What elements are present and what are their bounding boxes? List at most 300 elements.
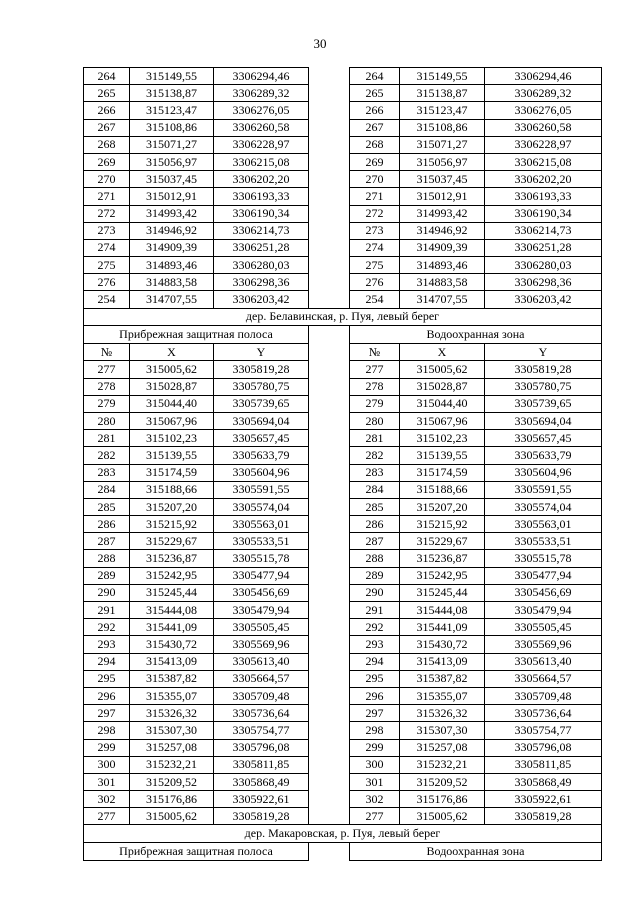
left-coord-x: 315071,27 (130, 136, 214, 153)
column-gap (309, 550, 350, 567)
left-point-number: 270 (84, 171, 130, 188)
left-coord-x: 315012,91 (130, 188, 214, 205)
left-coord-x: 314909,39 (130, 239, 214, 256)
right-coord-x: 315245,44 (400, 584, 485, 601)
left-point-number: 288 (84, 550, 130, 567)
right-point-number: 277 (350, 808, 400, 825)
left-coord-y: 3306251,28 (214, 239, 309, 256)
left-coord-y: 3305754,77 (214, 722, 309, 739)
left-coord-y: 3305563,01 (214, 516, 309, 533)
left-coord-x: 315067,96 (130, 412, 214, 429)
right-point-number: 265 (350, 85, 400, 102)
right-coord-x: 314993,42 (400, 205, 485, 222)
left-coord-y: 3305505,45 (214, 619, 309, 636)
right-coord-x: 315067,96 (400, 412, 485, 429)
right-point-number: 294 (350, 653, 400, 670)
table-row (84, 808, 602, 825)
left-point-number: 284 (84, 481, 130, 498)
table-row (84, 722, 602, 739)
right-coord-y: 3305477,94 (485, 567, 602, 584)
left-point-number: 265 (84, 85, 130, 102)
right-point-number: 293 (350, 636, 400, 653)
left-coord-x: 315387,82 (130, 670, 214, 687)
column-gap (309, 430, 350, 447)
left-coord-x: 315005,62 (130, 808, 214, 825)
right-coord-y: 3306294,46 (485, 68, 602, 85)
right-header-x: X (400, 343, 485, 361)
table-row (84, 481, 602, 498)
right-coord-x: 315028,87 (400, 378, 485, 395)
left-coord-y: 3305709,48 (214, 687, 309, 704)
left-point-number: 290 (84, 584, 130, 601)
table-row (84, 670, 602, 687)
left-coord-y: 3305479,94 (214, 602, 309, 619)
right-point-number: 302 (350, 791, 400, 808)
table-row (84, 361, 602, 378)
left-point-number: 296 (84, 687, 130, 704)
right-coord-x: 315108,86 (400, 119, 485, 136)
right-coord-y: 3306251,28 (485, 239, 602, 256)
right-point-number: 270 (350, 171, 400, 188)
left-coord-y: 3305533,51 (214, 533, 309, 550)
right-point-number: 280 (350, 412, 400, 429)
left-coord-y: 3305868,49 (214, 773, 309, 790)
left-header-num: № (84, 343, 130, 361)
right-coord-x: 315444,08 (400, 602, 485, 619)
right-coord-x: 315232,21 (400, 756, 485, 773)
column-gap (309, 756, 350, 773)
left-coord-x: 315326,32 (130, 705, 214, 722)
left-coord-y: 3305515,78 (214, 550, 309, 567)
left-coord-x: 315232,21 (130, 756, 214, 773)
right-coord-x: 315149,55 (400, 68, 485, 85)
table-row (84, 136, 602, 153)
left-coord-x: 315138,87 (130, 85, 214, 102)
column-gap (309, 653, 350, 670)
left-point-number: 280 (84, 412, 130, 429)
right-coord-y: 3305505,45 (485, 619, 602, 636)
right-point-number: 269 (350, 153, 400, 170)
right-coord-x: 315430,72 (400, 636, 485, 653)
right-coord-x: 315441,09 (400, 619, 485, 636)
right-coord-y: 3305456,69 (485, 584, 602, 601)
table-row (84, 533, 602, 550)
left-coord-y: 3305736,64 (214, 705, 309, 722)
right-coord-y: 3306289,32 (485, 85, 602, 102)
column-gap (309, 171, 350, 188)
table-row (84, 687, 602, 704)
right-point-number: 287 (350, 533, 400, 550)
column-gap (309, 205, 350, 222)
left-zone-title: Прибрежная защитная полоса (84, 843, 309, 861)
left-point-number: 287 (84, 533, 130, 550)
right-coord-x: 315413,09 (400, 653, 485, 670)
right-coord-y: 3305574,04 (485, 498, 602, 515)
left-coord-x: 315307,30 (130, 722, 214, 739)
table-row (84, 68, 602, 85)
right-coord-y: 3305633,79 (485, 447, 602, 464)
left-coord-x: 315229,67 (130, 533, 214, 550)
left-coord-x: 315444,08 (130, 602, 214, 619)
table-row (84, 188, 602, 205)
table-row (84, 636, 602, 653)
right-coord-y: 3305604,96 (485, 464, 602, 481)
left-coord-y: 3305613,40 (214, 653, 309, 670)
left-point-number: 268 (84, 136, 130, 153)
left-header-y: Y (214, 343, 309, 361)
right-point-number: 276 (350, 274, 400, 291)
left-coord-x: 315430,72 (130, 636, 214, 653)
right-coord-x: 315174,59 (400, 464, 485, 481)
table-row (84, 791, 602, 808)
right-coord-y: 3305569,96 (485, 636, 602, 653)
left-point-number: 291 (84, 602, 130, 619)
column-gap (309, 843, 350, 861)
right-coord-y: 3305739,65 (485, 395, 602, 412)
right-coord-y: 3306193,33 (485, 188, 602, 205)
right-coord-x: 315139,55 (400, 447, 485, 464)
right-coord-x: 315209,52 (400, 773, 485, 790)
left-coord-x: 314883,58 (130, 274, 214, 291)
right-coord-x: 315102,23 (400, 430, 485, 447)
table-row (84, 239, 602, 256)
left-point-number: 254 (84, 291, 130, 308)
right-coord-x: 315005,62 (400, 808, 485, 825)
column-gap (309, 705, 350, 722)
table-row (84, 102, 602, 119)
right-coord-x: 315044,40 (400, 395, 485, 412)
column-gap (309, 447, 350, 464)
left-coord-x: 315355,07 (130, 687, 214, 704)
left-coord-y: 3306202,20 (214, 171, 309, 188)
table-row (84, 584, 602, 601)
right-point-number: 300 (350, 756, 400, 773)
right-point-number: 266 (350, 102, 400, 119)
right-coord-x: 315229,67 (400, 533, 485, 550)
left-coord-x: 315005,62 (130, 361, 214, 378)
left-coord-x: 315441,09 (130, 619, 214, 636)
left-point-number: 278 (84, 378, 130, 395)
left-coord-x: 315245,44 (130, 584, 214, 601)
left-coord-y: 3306298,36 (214, 274, 309, 291)
column-gap (309, 153, 350, 170)
right-coord-x: 315188,66 (400, 481, 485, 498)
right-coord-x: 315176,86 (400, 791, 485, 808)
left-coord-x: 315174,59 (130, 464, 214, 481)
left-coord-y: 3305694,04 (214, 412, 309, 429)
right-point-number: 292 (350, 619, 400, 636)
left-coord-x: 314993,42 (130, 205, 214, 222)
left-coord-x: 314893,46 (130, 257, 214, 274)
table-row (84, 291, 602, 308)
column-gap (309, 291, 350, 308)
table-row (84, 567, 602, 584)
left-coord-y: 3305922,61 (214, 791, 309, 808)
left-point-number: 297 (84, 705, 130, 722)
left-coord-y: 3305811,85 (214, 756, 309, 773)
right-header-y: Y (485, 343, 602, 361)
right-coord-x: 315387,82 (400, 670, 485, 687)
left-coord-x: 315108,86 (130, 119, 214, 136)
table-row (84, 153, 602, 170)
right-coord-x: 314883,58 (400, 274, 485, 291)
left-coord-x: 314946,92 (130, 222, 214, 239)
left-coord-x: 315056,97 (130, 153, 214, 170)
left-point-number: 279 (84, 395, 130, 412)
left-coord-y: 3305796,08 (214, 739, 309, 756)
right-coord-y: 3305868,49 (485, 773, 602, 790)
right-point-number: 296 (350, 687, 400, 704)
left-point-number: 298 (84, 722, 130, 739)
right-coord-y: 3305736,64 (485, 705, 602, 722)
right-point-number: 267 (350, 119, 400, 136)
left-coord-y: 3306214,73 (214, 222, 309, 239)
left-point-number: 299 (84, 739, 130, 756)
left-coord-x: 315188,66 (130, 481, 214, 498)
left-coord-y: 3306276,05 (214, 102, 309, 119)
left-coord-y: 3306215,08 (214, 153, 309, 170)
right-coord-y: 3305533,51 (485, 533, 602, 550)
right-point-number: 268 (350, 136, 400, 153)
left-header-x: X (130, 343, 214, 361)
left-coord-y: 3305819,28 (214, 361, 309, 378)
right-point-number: 254 (350, 291, 400, 308)
left-coord-y: 3306228,97 (214, 136, 309, 153)
right-coord-x: 315056,97 (400, 153, 485, 170)
right-point-number: 291 (350, 602, 400, 619)
left-coord-y: 3305477,94 (214, 567, 309, 584)
left-coord-y: 3305819,28 (214, 808, 309, 825)
table-row (84, 705, 602, 722)
right-point-number: 297 (350, 705, 400, 722)
column-gap (309, 361, 350, 378)
right-coord-y: 3306202,20 (485, 171, 602, 188)
right-zone-title: Водоохранная зона (350, 326, 602, 344)
left-point-number: 300 (84, 756, 130, 773)
left-point-number: 274 (84, 239, 130, 256)
left-coord-y: 3306190,34 (214, 205, 309, 222)
right-coord-y: 3305819,28 (485, 808, 602, 825)
column-gap (309, 498, 350, 515)
column-gap (309, 808, 350, 825)
right-point-number: 282 (350, 447, 400, 464)
right-point-number: 277 (350, 361, 400, 378)
left-coord-x: 315028,87 (130, 378, 214, 395)
left-coord-y: 3306260,58 (214, 119, 309, 136)
left-coord-y: 3305657,45 (214, 430, 309, 447)
right-coord-y: 3305780,75 (485, 378, 602, 395)
left-coord-x: 315236,87 (130, 550, 214, 567)
left-coord-x: 315149,55 (130, 68, 214, 85)
right-coord-x: 315207,20 (400, 498, 485, 515)
right-coord-y: 3305479,94 (485, 602, 602, 619)
zone-row (84, 326, 602, 344)
right-coord-y: 3306280,03 (485, 257, 602, 274)
table-row (84, 412, 602, 429)
left-coord-y: 3305574,04 (214, 498, 309, 515)
left-point-number: 286 (84, 516, 130, 533)
column-gap (309, 412, 350, 429)
table-row (84, 619, 602, 636)
left-coord-y: 3305780,75 (214, 378, 309, 395)
right-coord-y: 3305922,61 (485, 791, 602, 808)
column-gap (309, 481, 350, 498)
left-point-number: 277 (84, 361, 130, 378)
right-point-number: 274 (350, 239, 400, 256)
column-gap (309, 687, 350, 704)
table-row (84, 756, 602, 773)
table-row (84, 85, 602, 102)
left-coord-y: 3305664,57 (214, 670, 309, 687)
column-gap (309, 343, 350, 361)
coordinates-table (83, 67, 602, 861)
right-coord-x: 315005,62 (400, 361, 485, 378)
column-gap (309, 188, 350, 205)
right-coord-y: 3305796,08 (485, 739, 602, 756)
right-coord-y: 3305657,45 (485, 430, 602, 447)
right-point-number: 271 (350, 188, 400, 205)
right-point-number: 275 (350, 257, 400, 274)
left-coord-y: 3306280,03 (214, 257, 309, 274)
left-coord-x: 315037,45 (130, 171, 214, 188)
column-gap (309, 257, 350, 274)
right-coord-x: 315236,87 (400, 550, 485, 567)
left-coord-x: 315123,47 (130, 102, 214, 119)
column-gap (309, 85, 350, 102)
right-point-number: 285 (350, 498, 400, 515)
right-coord-y: 3306190,34 (485, 205, 602, 222)
location-row (84, 308, 602, 326)
column-gap (309, 791, 350, 808)
right-coord-x: 315071,27 (400, 136, 485, 153)
column-gap (309, 567, 350, 584)
left-point-number: 264 (84, 68, 130, 85)
left-coord-x: 315176,86 (130, 791, 214, 808)
column-gap (309, 773, 350, 790)
right-coord-x: 315307,30 (400, 722, 485, 739)
column-gap (309, 222, 350, 239)
left-coord-y: 3305591,55 (214, 481, 309, 498)
left-point-number: 266 (84, 102, 130, 119)
right-coord-x: 315037,45 (400, 171, 485, 188)
left-coord-x: 315044,40 (130, 395, 214, 412)
left-point-number: 275 (84, 257, 130, 274)
right-point-number: 273 (350, 222, 400, 239)
left-coord-y: 3305569,96 (214, 636, 309, 653)
right-zone-title: Водоохранная зона (350, 843, 602, 861)
right-coord-y: 3305754,77 (485, 722, 602, 739)
table-row (84, 498, 602, 515)
left-point-number: 294 (84, 653, 130, 670)
right-coord-y: 3305613,40 (485, 653, 602, 670)
right-point-number: 278 (350, 378, 400, 395)
left-point-number: 289 (84, 567, 130, 584)
right-coord-y: 3306298,36 (485, 274, 602, 291)
left-coord-x: 315242,95 (130, 567, 214, 584)
column-gap (309, 619, 350, 636)
right-point-number: 299 (350, 739, 400, 756)
left-point-number: 277 (84, 808, 130, 825)
right-coord-y: 3305515,78 (485, 550, 602, 567)
right-coord-y: 3306214,73 (485, 222, 602, 239)
right-coord-x: 314946,92 (400, 222, 485, 239)
column-gap (309, 395, 350, 412)
right-coord-y: 3305694,04 (485, 412, 602, 429)
left-coord-x: 315257,08 (130, 739, 214, 756)
column-gap (309, 68, 350, 85)
coordinates-table-body (84, 68, 602, 861)
right-coord-y: 3305819,28 (485, 361, 602, 378)
left-point-number: 272 (84, 205, 130, 222)
page-number: 30 (313, 36, 327, 51)
right-point-number: 286 (350, 516, 400, 533)
column-gap (309, 722, 350, 739)
right-coord-x: 314909,39 (400, 239, 485, 256)
column-gap (309, 274, 350, 291)
right-point-number: 279 (350, 395, 400, 412)
table-row (84, 550, 602, 567)
column-gap (309, 516, 350, 533)
table-row (84, 739, 602, 756)
left-point-number: 301 (84, 773, 130, 790)
right-point-number: 295 (350, 670, 400, 687)
column-gap (309, 670, 350, 687)
left-point-number: 269 (84, 153, 130, 170)
right-point-number: 284 (350, 481, 400, 498)
left-point-number: 267 (84, 119, 130, 136)
right-coord-y: 3306203,42 (485, 291, 602, 308)
left-point-number: 276 (84, 274, 130, 291)
right-coord-y: 3305591,55 (485, 481, 602, 498)
right-coord-x: 315012,91 (400, 188, 485, 205)
left-point-number: 273 (84, 222, 130, 239)
table-row (84, 773, 602, 790)
column-gap (309, 464, 350, 481)
table-row (84, 119, 602, 136)
right-point-number: 288 (350, 550, 400, 567)
left-coord-y: 3306203,42 (214, 291, 309, 308)
column-gap (309, 584, 350, 601)
table-row (84, 653, 602, 670)
right-coord-y: 3305709,48 (485, 687, 602, 704)
right-coord-y: 3305664,57 (485, 670, 602, 687)
right-coord-x: 314893,46 (400, 257, 485, 274)
location-row (84, 825, 602, 843)
left-coord-x: 315102,23 (130, 430, 214, 447)
zone-row (84, 843, 602, 861)
right-coord-y: 3306215,08 (485, 153, 602, 170)
left-point-number: 302 (84, 791, 130, 808)
table-row (84, 602, 602, 619)
left-coord-y: 3305604,96 (214, 464, 309, 481)
right-point-number: 290 (350, 584, 400, 601)
column-header-row (84, 343, 602, 361)
left-point-number: 293 (84, 636, 130, 653)
right-coord-x: 315215,92 (400, 516, 485, 533)
table-row (84, 447, 602, 464)
right-coord-x: 315138,87 (400, 85, 485, 102)
left-zone-title: Прибрежная защитная полоса (84, 326, 309, 344)
right-coord-y: 3306260,58 (485, 119, 602, 136)
left-coord-y: 3306193,33 (214, 188, 309, 205)
right-point-number: 298 (350, 722, 400, 739)
left-point-number: 283 (84, 464, 130, 481)
column-gap (309, 102, 350, 119)
location-title: дер. Белавинская, р. Пуя, левый берег (84, 308, 602, 326)
left-coord-x: 315139,55 (130, 447, 214, 464)
column-gap (309, 119, 350, 136)
right-coord-x: 315242,95 (400, 567, 485, 584)
